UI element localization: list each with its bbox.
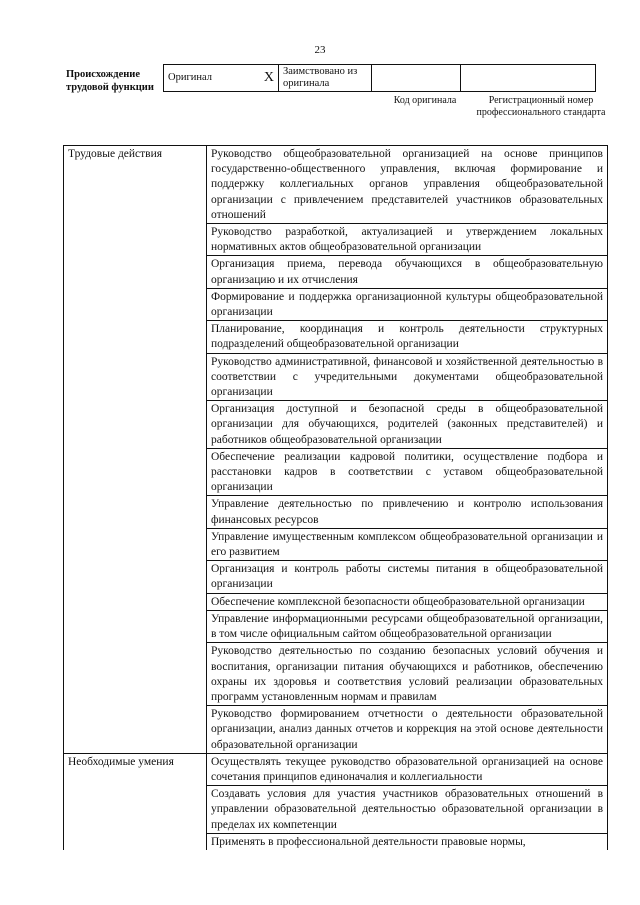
list-item: Организация и контроль работы системы питания в общеобразовательной организации	[207, 561, 608, 593]
section-label-cell	[64, 706, 207, 754]
section-label-cell	[64, 593, 207, 610]
section-label-cell	[64, 224, 207, 256]
table-row	[64, 321, 608, 353]
list-item: Планирование, координация и контроль деятельности структурных подразделений общеобразовательной организации	[207, 321, 608, 353]
list-item: Управление имущественным комплексом общеобразовательной организации и его развитием	[207, 528, 608, 560]
main-table	[63, 145, 608, 850]
section-label-cell	[64, 528, 207, 560]
list-item: Руководство формированием отчетности о деятельности образовательной организации, анализ данных отчетов и коррекция на этой основе деятельности образовательной организации	[207, 706, 608, 754]
table-row	[64, 593, 608, 610]
section-label-cell	[64, 288, 207, 320]
table-row	[64, 496, 608, 528]
borrowed-cell: Заимствовано из оригинала	[279, 65, 372, 92]
original-cell	[164, 65, 279, 92]
list-item: Осуществлять текущее руководство образовательной организацией на основе сочетания принципов единоначалия и коллегиальности	[207, 753, 608, 785]
table-row	[64, 753, 608, 785]
table-row	[64, 561, 608, 593]
reg-number-cell	[461, 65, 596, 92]
table-row	[64, 224, 608, 256]
table-row	[64, 786, 608, 834]
code-caption: Код оригинала	[393, 95, 457, 106]
section-label: Необходимые умения	[64, 753, 207, 785]
list-item: Управление информационными ресурсами общеобразовательной организации, в том числе официальным сайтом общеобразовательной организации	[207, 610, 608, 642]
reg-caption: Регистрационный номер профессионального стандарта	[476, 95, 606, 118]
page-number: 23	[314, 44, 326, 56]
table-row	[64, 288, 608, 320]
list-item: Руководство административной, финансовой и хозяйственной деятельностью в соответствии с учредительными документами общеобразовательной организации	[207, 353, 608, 401]
table-row	[64, 610, 608, 642]
section-label-cell	[64, 786, 207, 834]
list-item: Обеспечение комплексной безопасности общеобразовательной организации	[207, 593, 608, 610]
list-item: Создавать условия для участия участников образовательных отношений в управлении образовательной деятельностью образовательной организации в пределах их компетенции	[207, 786, 608, 834]
section-label-cell	[64, 561, 207, 593]
section-label: Трудовые действия	[64, 146, 207, 224]
section-label-cell	[64, 321, 207, 353]
code-cell	[372, 65, 461, 92]
table-row	[64, 528, 608, 560]
list-item: Руководство деятельностью по созданию безопасных условий обучения и воспитания, организации питания обучающихся и работников, обеспечению охраны их здоровья и соответствия условий реализации образовательных программ установленным нормам и правилам	[207, 643, 608, 706]
list-item: Руководство общеобразовательной организацией на основе принципов государственно-общественного управления, включая формирование и поддержку коллегиальных органов управления общеобразовательной организации с привлечением представителей участников образовательных отношений	[207, 146, 608, 224]
section-label-cell	[64, 256, 207, 288]
section-label-cell	[64, 401, 207, 449]
table-row	[64, 256, 608, 288]
list-item: Обеспечение реализации кадровой политики, осуществление подбора и расстановки кадров в соответствии с уставом общеобразовательной организации	[207, 448, 608, 496]
list-item: Применять в профессиональной деятельности правовые нормы,	[207, 833, 608, 850]
section-label-cell	[64, 353, 207, 401]
table-row	[64, 146, 608, 224]
original-mark: X	[263, 70, 274, 85]
table-row	[64, 706, 608, 754]
list-item: Организация приема, перевода обучающихся в общеобразовательную организацию и их отчисления	[207, 256, 608, 288]
table-row	[64, 833, 608, 850]
section-label-cell	[64, 496, 207, 528]
section-label-cell	[64, 833, 207, 850]
table-row	[64, 448, 608, 496]
list-item: Формирование и поддержка организационной культуры общеобразовательной организации	[207, 288, 608, 320]
table-row	[64, 401, 608, 449]
section-label-cell	[64, 448, 207, 496]
origin-label: Происхождение трудовой функции	[66, 69, 154, 93]
table-row	[64, 643, 608, 706]
table-row	[64, 353, 608, 401]
section-label-cell	[64, 610, 207, 642]
origin-table	[163, 64, 596, 92]
list-item: Организация доступной и безопасной среды в общеобразовательной организации для обучающихся, родителей (законных представителей) и работников общеобразовательной организации	[207, 401, 608, 449]
original-text: Оригинал	[168, 72, 212, 83]
section-label-cell	[64, 643, 207, 706]
list-item: Управление деятельностью по привлечению и контролю использования финансовых ресурсов	[207, 496, 608, 528]
list-item: Руководство разработкой, актуализацией и утверждением локальных нормативных актов общеобразовательной организации	[207, 224, 608, 256]
